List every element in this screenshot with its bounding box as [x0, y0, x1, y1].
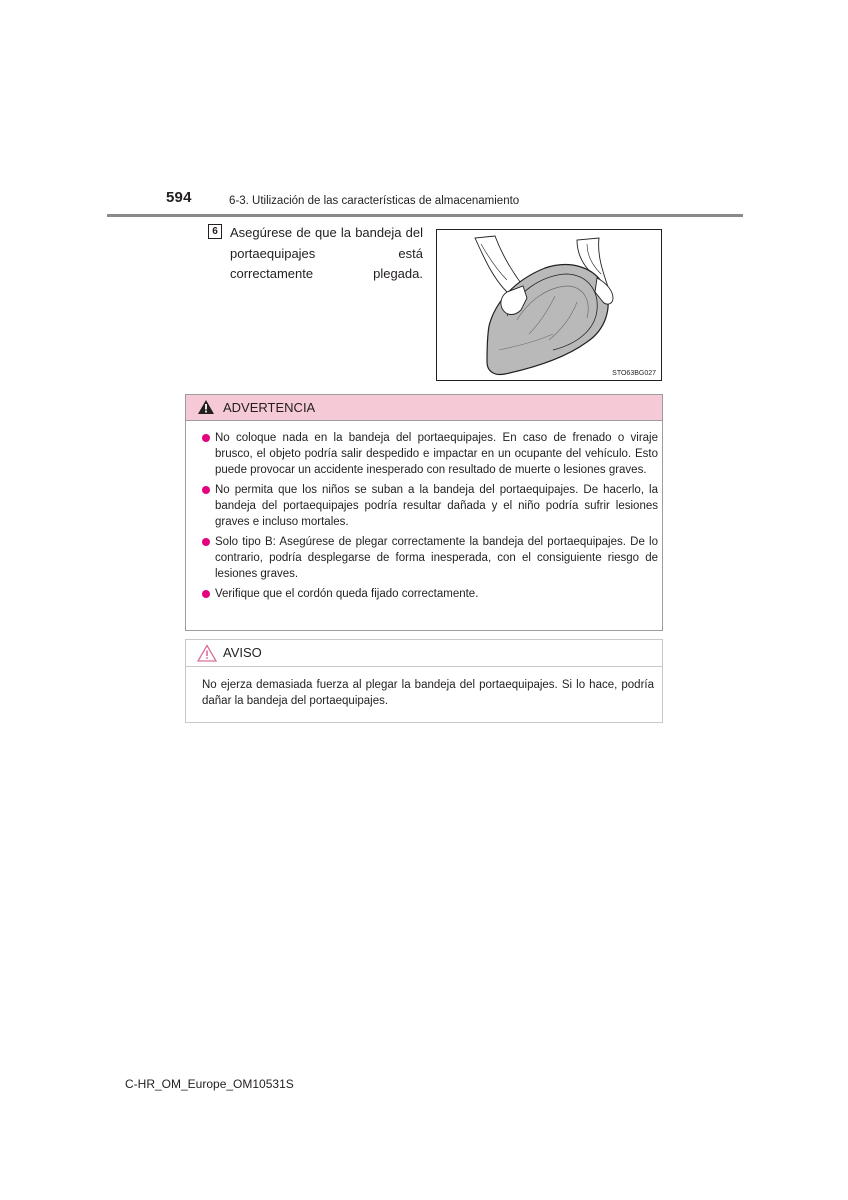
warning-item-text: No coloque nada en la bandeja del portaequipajes. En caso de frenado o viraje brusco, el objeto podría salir despedido e impactar en un ocupante del vehículo. Esto puede provocar un accidente inesperado con resultado de muerte o lesiones graves.	[215, 432, 658, 476]
warning-item	[202, 430, 658, 478]
figure-code: STO63BG027	[612, 370, 656, 377]
step-number: 6	[208, 224, 222, 239]
caution-triangle-icon	[197, 644, 217, 662]
hands-folding-cover-illustration	[437, 230, 662, 381]
warning-box	[185, 394, 663, 631]
warning-triangle-icon	[197, 399, 215, 415]
notice-text: No ejerza demasiada fuerza al plegar la bandeja del portaequipajes. Si lo hace, podría dañar la bandeja del portaequipajes.	[202, 679, 654, 707]
warning-item	[202, 534, 658, 582]
bullet-icon	[202, 538, 210, 546]
warning-item	[202, 482, 658, 530]
warning-item-text: Solo tipo B: Asegúrese de plegar correctamente la bandeja del portaequipajes. De lo contrario, podría desplegarse de forma inesperada, con el consiguiente riesgo de lesiones graves.	[215, 536, 658, 580]
bullet-icon	[202, 486, 210, 494]
notice-header	[186, 640, 662, 667]
step-instruction: Asegúrese de que la bandeja del portaequipajes está correctamente plegada.	[230, 225, 423, 281]
notice-box	[185, 639, 663, 723]
bullet-icon	[202, 434, 210, 442]
section-title: 6-3. Utilización de las características de almacenamiento	[229, 195, 520, 207]
warning-header	[186, 395, 662, 421]
page-number: 594	[166, 189, 192, 206]
warning-item-text: Verifique que el cordón queda fijado correctamente.	[215, 588, 479, 600]
notice-title: AVISO	[223, 645, 262, 660]
header-divider	[107, 214, 743, 217]
warning-list	[202, 430, 658, 606]
document-code: C-HR_OM_Europe_OM10531S	[125, 1077, 294, 1091]
warning-title: ADVERTENCIA	[223, 400, 316, 415]
warning-item	[202, 586, 658, 602]
warning-item-text: No permita que los niños se suban a la bandeja del portaequipajes. De hacerlo, la bandeja del portaequipajes podría resultar dañada y el niño podría sufrir lesiones graves e incluso mortales.	[215, 484, 658, 528]
illustration-folding-tonneau-cover	[436, 229, 662, 381]
bullet-icon	[202, 590, 210, 598]
